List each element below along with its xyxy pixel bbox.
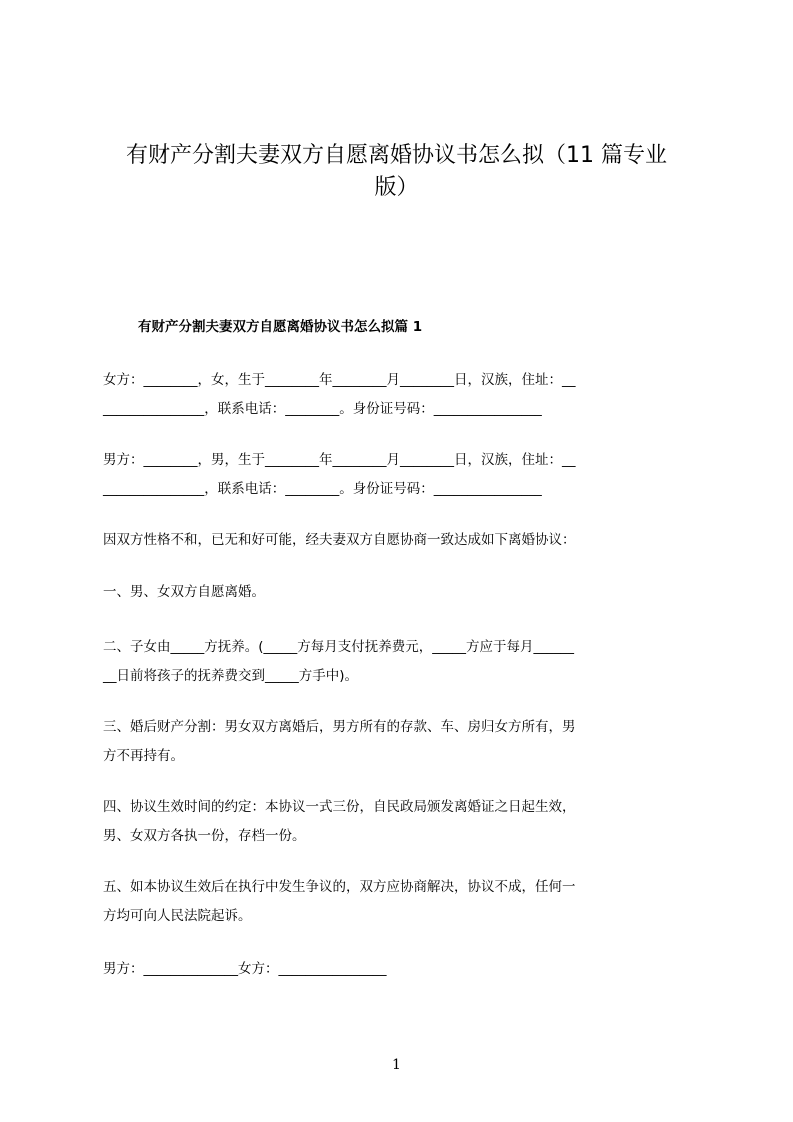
paragraph-line: _______________，联系电话：________。身份证号码：________________ <box>103 401 542 417</box>
paragraph-female-party <box>103 366 703 424</box>
title-line-2: 版） <box>374 175 419 200</box>
document-title <box>95 140 698 204</box>
paragraph-clause-4 <box>103 793 703 851</box>
title-line-1: 有财产分割夫妻双方自愿离婚协议书怎么拟（11 篇专业 <box>126 143 667 168</box>
paragraph-clause-2 <box>103 633 703 691</box>
section-heading: 有财产分割夫妻双方自愿离婚协议书怎么拟篇 1 <box>138 319 423 335</box>
paragraph-line: 女方：________，女，生于________年________月________日，汉族，住址：__ <box>103 372 576 388</box>
paragraph-clause-3 <box>103 713 703 771</box>
paragraph-line: 三、婚后财产分割：男女双方离婚后，男方所有的存款、车、房归女方所有，男 <box>103 719 576 735</box>
paragraph-line: 男、女双方各执一份，存档一份。 <box>103 828 306 844</box>
paragraph-line: 方均可向人民法院起诉。 <box>103 908 252 924</box>
paragraph-male-party <box>103 446 703 504</box>
paragraph-line: 四、协议生效时间的约定：本协议一式三份，自民政局颁发离婚证之日起生效， <box>103 799 576 815</box>
paragraph-clause-1 <box>103 578 703 607</box>
paragraph-line: 一、男、女双方自愿离婚。 <box>103 584 265 600</box>
paragraph-agreement-intro <box>103 526 703 555</box>
paragraph-line: 方不再持有。 <box>103 748 184 764</box>
page-number: 1 <box>392 1057 401 1073</box>
paragraph-line: 因双方性格不和，已无和好可能，经夫妻双方自愿协商一致达成如下离婚协议： <box>103 532 576 548</box>
paragraph-line: _______________，联系电话：________。身份证号码：________________ <box>103 481 542 497</box>
paragraph-line: 男方：______________女方：________________ <box>103 961 387 977</box>
paragraph-line: 二、子女由_____方抚养。(_____方每月支付抚养费元，_____方应于每月______ <box>103 639 575 655</box>
paragraph-line: __日前将孩子的抚养费交到_____方手中)。 <box>103 668 359 684</box>
paragraph-line: 五、如本协议生效后在执行中发生争议的，双方应协商解决，协议不成，任何一 <box>103 879 576 895</box>
paragraph-line: 男方：________，男，生于________年________月________日，汉族，住址：__ <box>103 452 576 468</box>
paragraph-signatures <box>103 955 703 984</box>
paragraph-clause-5 <box>103 873 703 931</box>
